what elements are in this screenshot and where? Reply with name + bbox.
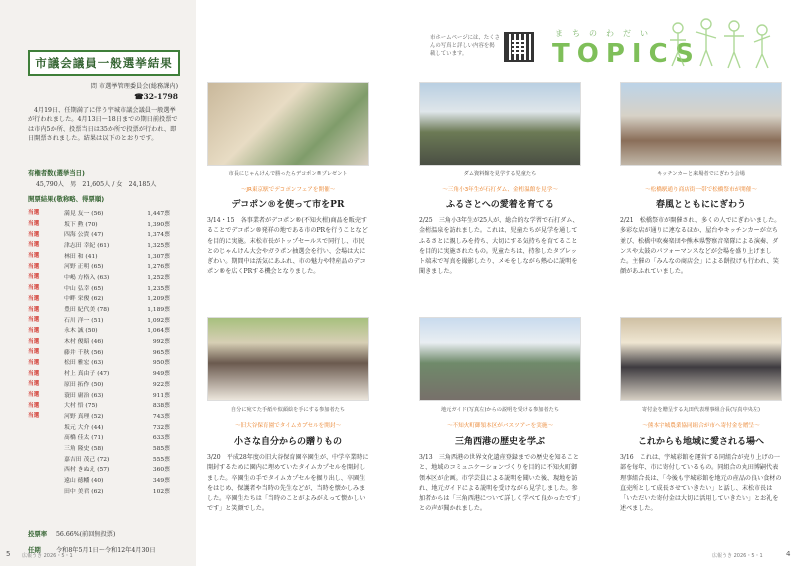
result-status: 当選 — [28, 285, 40, 292]
candidate-name: 三角 隆史 (58) — [64, 445, 104, 452]
topic-photo — [207, 317, 369, 401]
topics-kana: まちのわだい — [555, 29, 657, 38]
result-status: 当選 — [28, 242, 40, 249]
result-row — [28, 228, 184, 239]
result-status: 当選 — [28, 210, 40, 217]
candidate-name: 豊田 紀代美 (78) — [64, 307, 110, 314]
turnout-label: 投票率 — [28, 530, 48, 538]
result-row — [28, 367, 184, 378]
result-row — [28, 271, 184, 282]
people-illustration-icon — [660, 10, 780, 74]
candidate-votes: 633票 — [152, 435, 170, 442]
topic-subtitle: 〜松橋駅通り商店街一帯で松橋祭市が開催〜 — [645, 187, 757, 193]
qr-note: 市ホームページには、たくさんの写真と詳しい内容を掲載しています。 — [430, 35, 500, 57]
topic-photo — [620, 82, 782, 166]
result-status: 当選 — [28, 370, 40, 377]
topic-title: 三角西港の歴史を学ぶ — [454, 437, 545, 447]
turnout-value: 56.66%(前回無投票) — [56, 531, 116, 538]
topic-title: 小さな自分からの贈りもの — [233, 437, 342, 447]
candidate-votes: 1,447票 — [147, 210, 170, 217]
result-status: 当選 — [28, 349, 40, 356]
topic-subtitle: 〜JR東京駅でデコポンフェアを開催〜 — [240, 187, 336, 193]
candidate-name: 嘉吉田 茂己 (72) — [64, 456, 110, 463]
candidate-name: 河野 正明 (65) — [64, 264, 104, 271]
photo-caption: 市長にじゃんけんで勝ったらデコポン®プレゼント — [228, 171, 348, 177]
candidate-votes: 360票 — [152, 467, 170, 474]
candidate-name: 大村 悟 (75) — [64, 403, 98, 410]
candidate-name: 遠山 徳幡 (40) — [64, 478, 104, 485]
topic-subtitle: 〜三角小3年生が石打ダム、金桁温館を見学〜 — [442, 187, 558, 193]
topic-body: 3/13 三角西港の世界文化遺産登録までの歴史を知ることと、地域のコミュニケーションづくりを目的に不知火町御領本区が企画。市学芸員による説明を聞いた後、現地を訪れ、地元ガイドによる説明を受けながら見学しました。参加者からは「三角西港について詳しく学べて良かったです」との声が聞かれました。 — [419, 454, 581, 513]
candidate-votes: 1,189票 — [147, 307, 170, 314]
candidate-votes: 1,252票 — [147, 274, 170, 281]
results-heading: 開票結果(敬称略、得票順) — [28, 195, 105, 203]
result-row — [28, 453, 184, 464]
result-row — [28, 293, 184, 304]
topic-title: ふるさとへの愛着を育てる — [446, 200, 554, 210]
election-intro: 4月19日、任期満了に伴う宇城市議会議員一般選挙が行われました。4月13日～18日までの期日前投票では市内5か所、投票当日は35か所で投票が行われ、即日開票されました。結果は以下のとおりです。 — [28, 107, 178, 143]
result-status: 当選 — [28, 402, 40, 409]
result-status: 当選 — [28, 306, 40, 313]
topic-subtitle: 〜熊本宇城農業協同組合が市へ寄付金を贈呈〜 — [642, 423, 760, 429]
candidate-votes: 1,374票 — [147, 232, 170, 239]
candidate-votes: 585票 — [152, 445, 170, 452]
result-status: 当選 — [28, 263, 40, 270]
voters-heading: 有権者数(選挙当日) — [28, 169, 85, 177]
topic-title: 春風とともににぎわう — [655, 200, 746, 210]
result-row — [28, 239, 184, 250]
election-results-column — [0, 0, 196, 566]
result-status: 当選 — [28, 317, 40, 324]
photo-caption: キッチンカーと来場者でにぎわう会場 — [657, 171, 745, 177]
result-status: 当選 — [28, 221, 40, 228]
topic-body: 3/16 これは、宇城彩館を運営する同組合が売り上げの一部を毎年、市に寄付しているもの。同組合の丸田博嗣代表理事組合長は、「今後も宇城彩館を地元の産品の良い食材の直売所として成長させていきたい」と話し、末松市長は「いただいた寄付金は大切に活用していきたい」とお礼を述べました。 — [620, 454, 782, 513]
candidate-votes: 838票 — [152, 403, 170, 410]
term-label: 任期 — [28, 546, 41, 554]
result-status: 当選 — [28, 295, 40, 302]
page-number-left: 5 — [6, 550, 11, 558]
result-row — [28, 399, 184, 410]
topic-title: これからも地域に愛される場へ — [637, 437, 764, 447]
topic-photo — [207, 82, 369, 166]
photo-caption: 地元ガイド(写真左)からの説明を受ける参加者たち — [440, 407, 560, 413]
topic-photo — [620, 317, 782, 401]
topic-body: 2/25 三角小3年生が25人が、総合的な学習で石打ダム、金桁温泉を訪れました。これは、児童たちが見学を通してふるさとに親しみを持ち、大切にする気持ちを育てることを目的に実施されたもの。児童たちは、持参したタブレット端末で写真を撮影したり、メモをしながら熱心に説明を聞きました。 — [419, 217, 579, 276]
candidate-votes: 1,276票 — [147, 264, 170, 271]
candidate-name: 林田 和 (41) — [64, 253, 98, 260]
result-row — [28, 431, 184, 442]
candidate-name: 村上 真由子 (47) — [64, 371, 110, 378]
candidate-name: 河野 真理 (52) — [64, 413, 104, 420]
result-row — [28, 464, 184, 475]
candidate-name: 田中 美君 (62) — [64, 488, 104, 495]
candidate-votes: 732票 — [152, 424, 170, 431]
term-value: 令和8年5月1日～令和12年4月30日 — [56, 547, 156, 554]
topics-title: TOPICS — [552, 39, 701, 69]
candidate-name: 永木 誠 (50) — [64, 328, 98, 335]
candidate-name: 中嶋 方格入 (63) — [64, 274, 110, 281]
election-title: 市議会議員一般選挙結果 — [28, 50, 180, 76]
candidate-votes: 949票 — [152, 371, 170, 378]
photo-caption: 自分に宛てた手紙や似顔絵を手にする参加者たち — [230, 407, 346, 413]
result-status: 当選 — [28, 392, 40, 399]
candidate-votes: 349票 — [152, 478, 170, 485]
topic-subtitle: 〜旧大谷保育園でタイムカプセルを開封〜 — [234, 423, 342, 429]
candidate-votes: 965票 — [152, 349, 170, 356]
candidate-name: 満見 友一 (56) — [64, 210, 104, 217]
result-status: 当選 — [28, 231, 40, 238]
topic-title: デコポン®を使って市をPR — [231, 200, 345, 210]
result-status: 当選 — [28, 327, 40, 334]
candidate-name: 石川 洋一 (51) — [64, 317, 104, 324]
election-organizer: 問 市選挙管理委員会(総務課内) — [90, 83, 178, 90]
candidate-votes: 1,235票 — [147, 285, 170, 292]
result-row — [28, 378, 184, 389]
qr-code-icon[interactable] — [504, 32, 534, 62]
topic-body: 3/14・15 各事業者がデコポン®(不知火柑)商品を販売することでデコポン®発祥の地である市のPRを行うことなどを目的に実施。末松市長がトップセールスで同行し、市民とのじゃんけん大会やガラポン抽選会を行い、会場は大にぎわい。期間中は活気にあふれ、市の魅力や特産品のデコポン®を広くPRする機会となりました。 — [207, 217, 368, 276]
voters-count: 45,790人 男 21,605人 / 女 24,185人 — [36, 181, 157, 188]
result-row — [28, 421, 184, 432]
result-status: 当選 — [28, 338, 40, 345]
candidate-name: 中畔 栄俊 (62) — [64, 296, 104, 303]
candidate-name: 西村 きぬえ (57) — [64, 467, 110, 474]
candidate-votes: 992票 — [152, 339, 170, 346]
result-row — [28, 250, 184, 261]
result-row — [28, 410, 184, 421]
result-row — [28, 218, 184, 229]
result-row — [28, 325, 184, 336]
candidate-votes: 1,390票 — [147, 221, 170, 228]
result-row — [28, 442, 184, 453]
candidate-votes: 922票 — [152, 381, 170, 388]
result-status: 当選 — [28, 413, 40, 420]
photo-caption: ダム資料館を見学する児童たち — [463, 171, 537, 177]
candidate-name: 松田 雅宏 (63) — [64, 360, 104, 367]
result-row — [28, 357, 184, 368]
topic-photo — [419, 82, 581, 166]
result-row — [28, 282, 184, 293]
candidate-votes: 911票 — [152, 392, 170, 399]
candidate-votes: 1,209票 — [147, 296, 170, 303]
publication-left: 広報うき 2026・5・1 — [22, 553, 73, 559]
candidate-name: 原田 拓作 (50) — [64, 381, 104, 388]
publication-right: 広報うき 2026・5・1 — [712, 553, 763, 559]
candidate-votes: 1,307票 — [147, 253, 170, 260]
result-status: 当選 — [28, 274, 40, 281]
candidate-name: 藤井 千秋 (56) — [64, 349, 104, 356]
candidate-name: 四海 公貴 (47) — [64, 232, 104, 239]
candidate-votes: 1,064票 — [147, 328, 170, 335]
candidate-name: 蓑田 庸治 (63) — [64, 392, 104, 399]
candidate-votes: 1,325票 — [147, 242, 170, 249]
result-status: 当選 — [28, 253, 40, 260]
result-status: 当選 — [28, 359, 40, 366]
topic-subtitle: 〜不知火町御領本区がバスツアーを実施〜 — [446, 423, 554, 429]
candidate-name: 中山 弘幸 (65) — [64, 285, 104, 292]
result-row — [28, 335, 184, 346]
photo-caption: 寄付金を贈呈する丸田代表理事組合長(写真中央左) — [641, 407, 761, 413]
results-list — [28, 207, 184, 496]
candidate-name: 木村 俊昭 (46) — [64, 339, 104, 346]
topic-body: 3/20 平成28年度の旧大谷保育園卒園生が、中学卒業時に開封するために園内に埋めていたタイムカプセルを開封しました。卒園生の手でタイムカプセルを掘り出し、卒園生をはじめ、保護者や当時の先生などが、当時を懐かしみました。卒園生たちは「当時のことがよみがえって懐かしいです」と笑顔でした。 — [207, 454, 369, 513]
candidate-name: 津志田 幸紀 (61) — [64, 242, 110, 249]
election-phone: ☎32-1798 — [134, 92, 178, 101]
result-row — [28, 389, 184, 400]
result-row — [28, 346, 184, 357]
candidate-votes: 555票 — [152, 456, 170, 463]
candidate-votes: 950票 — [152, 360, 170, 367]
result-row — [28, 474, 184, 485]
candidate-name: 坂元 大介 (44) — [64, 424, 104, 431]
result-row — [28, 303, 184, 314]
result-row — [28, 485, 184, 496]
topic-body: 2/21 松橋祭市が開催され、多くの人でにぎわいました。多彩な店が通りに連なるほか、屋台やキッチンカーが立ち並び、松橋中吹奏楽団や熊本県警察音楽隊による演奏、ダンスや太鼓のパフォーマンスなどが会場を盛り上げました。主催の「みんなの商店会」による餅投げも行われ、笑顔があふれていました。 — [620, 217, 781, 276]
candidate-votes: 743票 — [152, 413, 170, 420]
topic-photo — [419, 317, 581, 401]
page-number-right: 4 — [786, 550, 791, 558]
result-row — [28, 260, 184, 271]
candidate-votes: 1,092票 — [147, 317, 170, 324]
candidate-name: 髙橋 佳太 (71) — [64, 435, 104, 442]
result-row — [28, 314, 184, 325]
result-row — [28, 207, 184, 218]
candidate-votes: 102票 — [152, 488, 170, 495]
candidate-name: 坂下 勲 (70) — [64, 221, 98, 228]
result-status: 当選 — [28, 381, 40, 388]
